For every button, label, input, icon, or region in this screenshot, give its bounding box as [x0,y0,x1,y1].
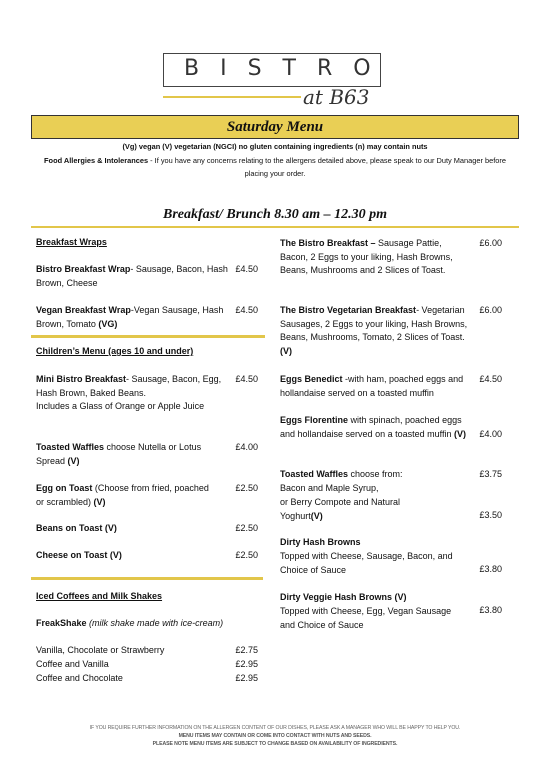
item-name: Vegan Breakfast Wrap [36,305,131,315]
day-title-bar [31,115,519,139]
allergy-note [40,154,510,180]
item-desc: Topped with Cheese, Sausage, Bacon, and Choice of Sauce [280,551,453,575]
item-name: Beans on Toast (V) [36,523,117,533]
item-desc: - Sausage, Bacon, Hash Brown, Cheese [36,264,228,288]
footer-nuts-notice: MENU ITEMS MAY CONTAIN OR COME INTO CONTACT WITH NUTS AND SEEDS. [178,733,372,739]
shake-option: Coffee and Vanilla [36,659,109,669]
item-desc: with spinach, poached eggs and hollandaise served on a toasted muffin [280,415,462,439]
menu-item-eggs-benedict [280,373,470,400]
item-desc: - Sausage, Bacon, Egg, Hash Brown, Baked Beans. [36,374,222,398]
price: £2.50 [235,550,258,560]
menu-item-kids-waffles [36,441,230,468]
price: £4.50 [479,374,502,384]
item-desc: choose Nutella or Lotus Spread [36,442,202,466]
footer-allergen-info: IF YOU REQUIRE FURTHER INFORMATION ON THE ALLERGEN CONTENT OF OUR DISHES, PLEASE ASK A MANAGER WHO WILL BE HAPPY TO HELP YOU. [89,725,461,731]
menu-item-bistro-wrap [36,263,228,290]
price: £2.50 [235,523,258,533]
footer-availability-notice: PLEASE NOTE MENU ITEMS ARE SUBJECT TO CHANGE BASED ON AVAILABILITY OF INGREDIENTS. [152,741,398,747]
item-desc: -with ham, poached eggs and hollandaise served on a toasted muffin [280,374,464,398]
item-desc: - Vegetarian Sausages, 2 Eggs to your liking, Hash Browns, Beans, Mushrooms, Tomato, 2 Slices of Toast. [280,305,468,342]
day-title: Saturday Menu [226,119,324,135]
meal-title-rule [31,226,519,228]
price: £4.50 [235,305,258,315]
price: £3.80 [479,605,502,615]
menu-item-freakshake [36,617,226,631]
waffle-option [280,496,430,523]
item-extra: Includes a Glass of Orange or Apple Juice [36,401,205,411]
children-heading: Children’s Menu (ages 10 and under) [36,346,194,356]
wraps-heading: Breakfast Wraps [36,237,107,247]
diet-legend: (Vg) vegan (V) vegetarian (NGCI) no gluten containing ingredients (n) may contain nuts [122,142,428,151]
price: £2.50 [235,483,258,493]
menu-item-eggs-florentine [280,414,470,441]
item-desc: (Choose from fried, poached or scrambled) [36,483,209,507]
price: £6.00 [479,238,502,248]
item-tag: (VG) [98,318,118,329]
item-tag: (V) [453,428,466,439]
item-name: Eggs Benedict [280,374,343,384]
item-name: The Bistro Vegetarian Breakfast [280,305,417,315]
item-tag: (V) [310,510,323,521]
price: £4.50 [235,264,258,274]
shake-option: Vanilla, Chocolate or Strawberry [36,645,165,655]
price: £3.80 [479,564,502,574]
item-name: Bistro Breakfast Wrap [36,264,131,274]
menu-item-mini-breakfast [36,373,228,400]
menu-item-vegetarian-breakfast [280,304,468,358]
menu-item-cheese-on-toast [36,549,122,563]
item-name: Toasted Waffles [36,442,105,452]
item-tag: (V) [280,345,292,356]
item-name: Mini Bistro Breakfast [36,374,127,384]
section-rule [31,577,263,580]
price: £3.50 [479,510,502,520]
menu-item-beans-on-toast [36,522,117,536]
item-name: Dirty Hash Browns [280,537,361,547]
item-name: Toasted Waffles [280,469,349,479]
price: £2.95 [235,673,258,683]
item-name: FreakShake [36,618,87,628]
price: £4.00 [235,442,258,452]
item-name: Cheese on Toast (V) [36,550,122,560]
price: £6.00 [479,305,502,315]
coffee-heading: Iced Coffees and Milk Shakes [36,591,163,601]
waffle-option: Bacon and Maple Syrup, [280,483,379,493]
menu-item-dirty-veggie-hash-browns [280,591,407,605]
item-name: Dirty Veggie Hash Browns (V) [280,592,407,602]
item-desc: choose from: [348,469,403,479]
item-desc: (milk shake made with ice-cream) [86,618,224,628]
price: £2.95 [235,659,258,669]
item-desc: Sausage Pattie, Bacon, 2 Eggs to your liking, Hash Browns, Beans, Mushrooms and 2 Slices of Toast. [280,238,453,275]
menu-item-vegan-wrap [36,304,228,331]
menu-item-bistro-breakfast [280,237,464,278]
price: £4.00 [479,429,502,439]
waffle-option-text: or Berry Compote and Natural Yoghurt [280,497,401,521]
item-tag: (V) [67,455,80,466]
menu-item-egg-on-toast [36,482,216,509]
shake-option: Coffee and Chocolate [36,673,123,683]
allergy-label: Food Allergies & Intolerances [44,156,149,165]
menu-item-dirty-hash-browns [280,536,361,550]
item-name: The Bistro Breakfast – [280,238,376,248]
allergy-text: - If you have any concerns relating to the allergens detailed above, please speak to our Duty Manager before placing your order. [148,156,506,178]
logo-word: BISTRO [184,56,392,81]
menu-item-toasted-waffles [280,468,460,482]
item-name: Eggs Florentine [280,415,349,425]
section-rule [31,335,265,338]
price: £4.50 [235,374,258,384]
price: £2.75 [235,645,258,655]
logo-subtitle: at B63 [303,85,370,109]
logo-underline [163,96,301,98]
item-desc: -Vegan Sausage, Hash Brown, Tomato [36,305,224,329]
item-desc: Topped with Cheese, Egg, Vegan Sausage and Choice of Sauce [280,606,452,630]
item-tag: (V) [93,496,106,507]
item-name: Egg on Toast [36,483,93,493]
price: £3.75 [479,469,502,479]
meal-title: Breakfast/ Brunch 8.30 am – 12.30 pm [162,207,388,222]
